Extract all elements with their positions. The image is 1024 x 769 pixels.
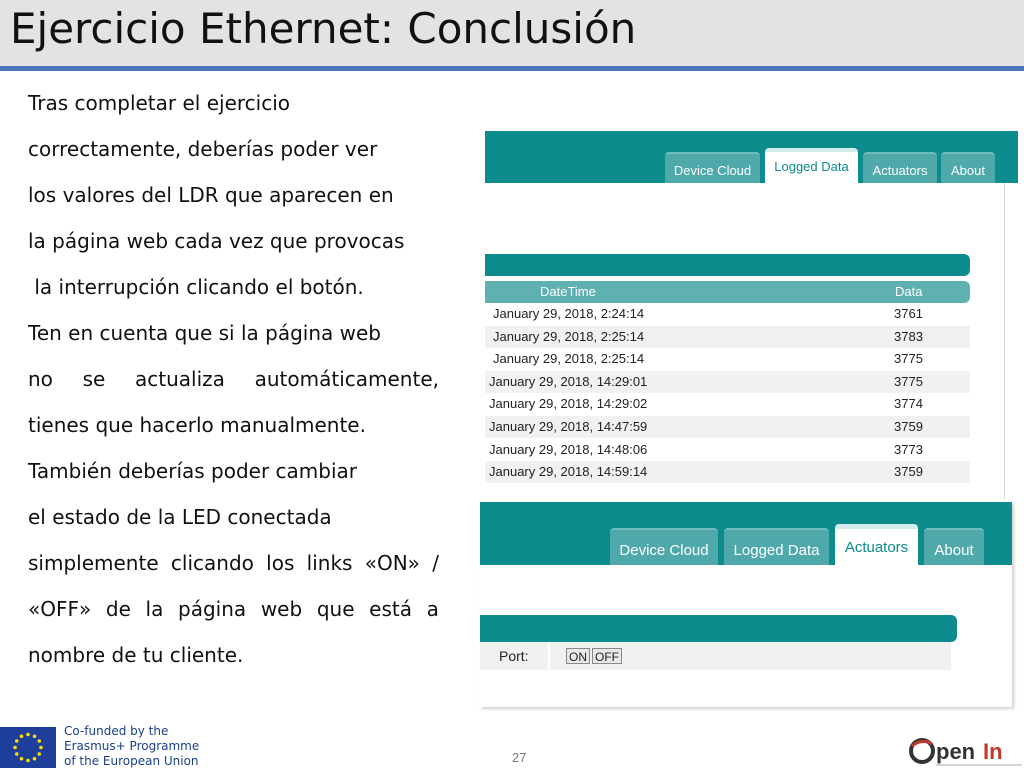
tab-about[interactable]: About	[924, 528, 984, 565]
cell-data: 3759	[894, 464, 923, 480]
table-row	[485, 461, 970, 483]
panel-header-bar	[485, 254, 970, 276]
off-link[interactable]: OFF	[592, 648, 622, 664]
body-line: los valores del LDR que aparecen en	[28, 183, 394, 207]
eu-flag-icon	[0, 727, 56, 768]
body-line: el estado de la LED conectada	[28, 505, 332, 529]
cell-datetime: January 29, 2018, 14:29:02	[489, 396, 648, 412]
body-word: de	[105, 597, 131, 621]
eu-cofunding-text	[64, 724, 204, 769]
body-line: Tras completar el ejercicio	[28, 91, 290, 115]
eu-text-line: Erasmus+ Programme	[64, 739, 200, 753]
body-line: tienes que hacerlo manualmente.	[28, 413, 366, 437]
flag-star	[20, 734, 24, 738]
cell-data: 3775	[894, 351, 923, 367]
body-word: que	[316, 597, 355, 621]
body-word: no	[28, 367, 53, 391]
flag-star	[33, 757, 37, 761]
body-word: se	[82, 367, 106, 391]
cell-datetime: January 29, 2018, 2:25:14	[493, 351, 645, 367]
tab-device-cloud[interactable]: Device Cloud	[665, 152, 760, 183]
body-word: a	[426, 597, 439, 621]
body-line: la interrupción clicando el botón.	[28, 275, 364, 299]
flag-star	[37, 752, 41, 756]
port-label: Port:	[499, 648, 529, 664]
cell-datetime: January 29, 2018, 14:59:14	[489, 464, 648, 480]
body-word: automáticamente,	[254, 367, 439, 391]
panel-border	[1004, 183, 1005, 499]
logo-text-in: In	[983, 739, 1003, 764]
eu-text-line: Co-funded by the	[64, 724, 169, 738]
flag-star	[37, 739, 41, 743]
body-text	[28, 86, 439, 684]
body-line: Ten en cuenta que si la página web	[28, 321, 381, 345]
body-word: «OFF»	[28, 597, 92, 621]
cell-data: 3774	[894, 396, 923, 412]
slide-title: Ejercicio Ethernet: Conclusión	[10, 4, 637, 53]
body-line: correctamente, deberías poder ver	[28, 137, 378, 161]
body-line	[28, 546, 439, 592]
body-word: la	[145, 597, 164, 621]
tab-logged-data[interactable]: Logged Data	[724, 528, 829, 565]
table-row	[485, 371, 970, 393]
flag-star	[13, 746, 17, 750]
column-header-data: Data	[895, 284, 923, 299]
table-row	[485, 416, 970, 438]
body-word: «ON»	[364, 551, 420, 575]
body-word: web	[260, 597, 303, 621]
flag-star	[39, 746, 43, 750]
body-word: actualiza	[135, 367, 225, 391]
body-line: nombre de tu cliente.	[28, 643, 244, 667]
on-link[interactable]: ON	[566, 648, 590, 664]
body-word: /	[432, 551, 439, 575]
tab-actuators[interactable]: Actuators	[835, 524, 918, 565]
cell-datetime: January 29, 2018, 14:29:01	[489, 373, 648, 389]
body-word: página	[178, 597, 247, 621]
app-header	[485, 131, 1018, 183]
table-row	[485, 326, 970, 348]
cell-data: 3775	[894, 373, 923, 389]
cell-datetime: January 29, 2018, 14:48:06	[489, 441, 648, 457]
cell-data: 3761	[894, 306, 923, 321]
cell-data: 3759	[894, 419, 923, 434]
eu-text-line: of the European Union	[64, 754, 199, 768]
page-number: 27	[512, 750, 527, 765]
cell-data: 3773	[894, 441, 923, 457]
flag-star	[26, 759, 30, 763]
cell-data: 3783	[894, 328, 923, 344]
body-line: la página web cada vez que provocas	[28, 229, 405, 253]
body-word: está	[369, 597, 412, 621]
table-row	[485, 439, 970, 461]
body-word: simplemente	[28, 551, 159, 575]
body-line	[28, 362, 439, 408]
cell-datetime: January 29, 2018, 14:47:59	[489, 419, 648, 434]
cell-datetime: January 29, 2018, 2:25:14	[493, 328, 645, 344]
tab-logged-data[interactable]: Logged Data	[765, 148, 858, 183]
flag-star	[33, 734, 37, 738]
table-row	[485, 348, 970, 370]
body-word: links	[306, 551, 353, 575]
openin-logo	[909, 734, 1024, 768]
table-row	[485, 393, 970, 415]
title-divider	[0, 66, 1024, 71]
body-line	[28, 592, 439, 638]
body-word: clicando	[170, 551, 254, 575]
flag-star	[15, 752, 19, 756]
column-header-datetime: DateTime	[540, 284, 596, 299]
tab-device-cloud[interactable]: Device Cloud	[610, 528, 718, 565]
tab-about[interactable]: About	[941, 152, 995, 183]
flag-star	[20, 757, 24, 761]
cell-divider	[548, 642, 550, 670]
body-word: los	[266, 551, 295, 575]
flag-star	[15, 739, 19, 743]
app-header	[480, 502, 1012, 565]
table-row	[485, 303, 970, 325]
cell-datetime: January 29, 2018, 2:24:14	[493, 306, 645, 321]
logo-text-pen: pen	[936, 739, 976, 764]
table-header	[485, 281, 970, 303]
port-row	[480, 642, 951, 670]
tab-actuators[interactable]: Actuators	[863, 152, 937, 183]
panel-header-bar	[480, 615, 957, 642]
title-bar	[0, 0, 1024, 66]
actuators-screenshot	[480, 502, 1012, 707]
logged-data-screenshot	[485, 131, 1018, 499]
body-line: También deberías poder cambiar	[28, 459, 358, 483]
flag-star	[26, 733, 30, 737]
